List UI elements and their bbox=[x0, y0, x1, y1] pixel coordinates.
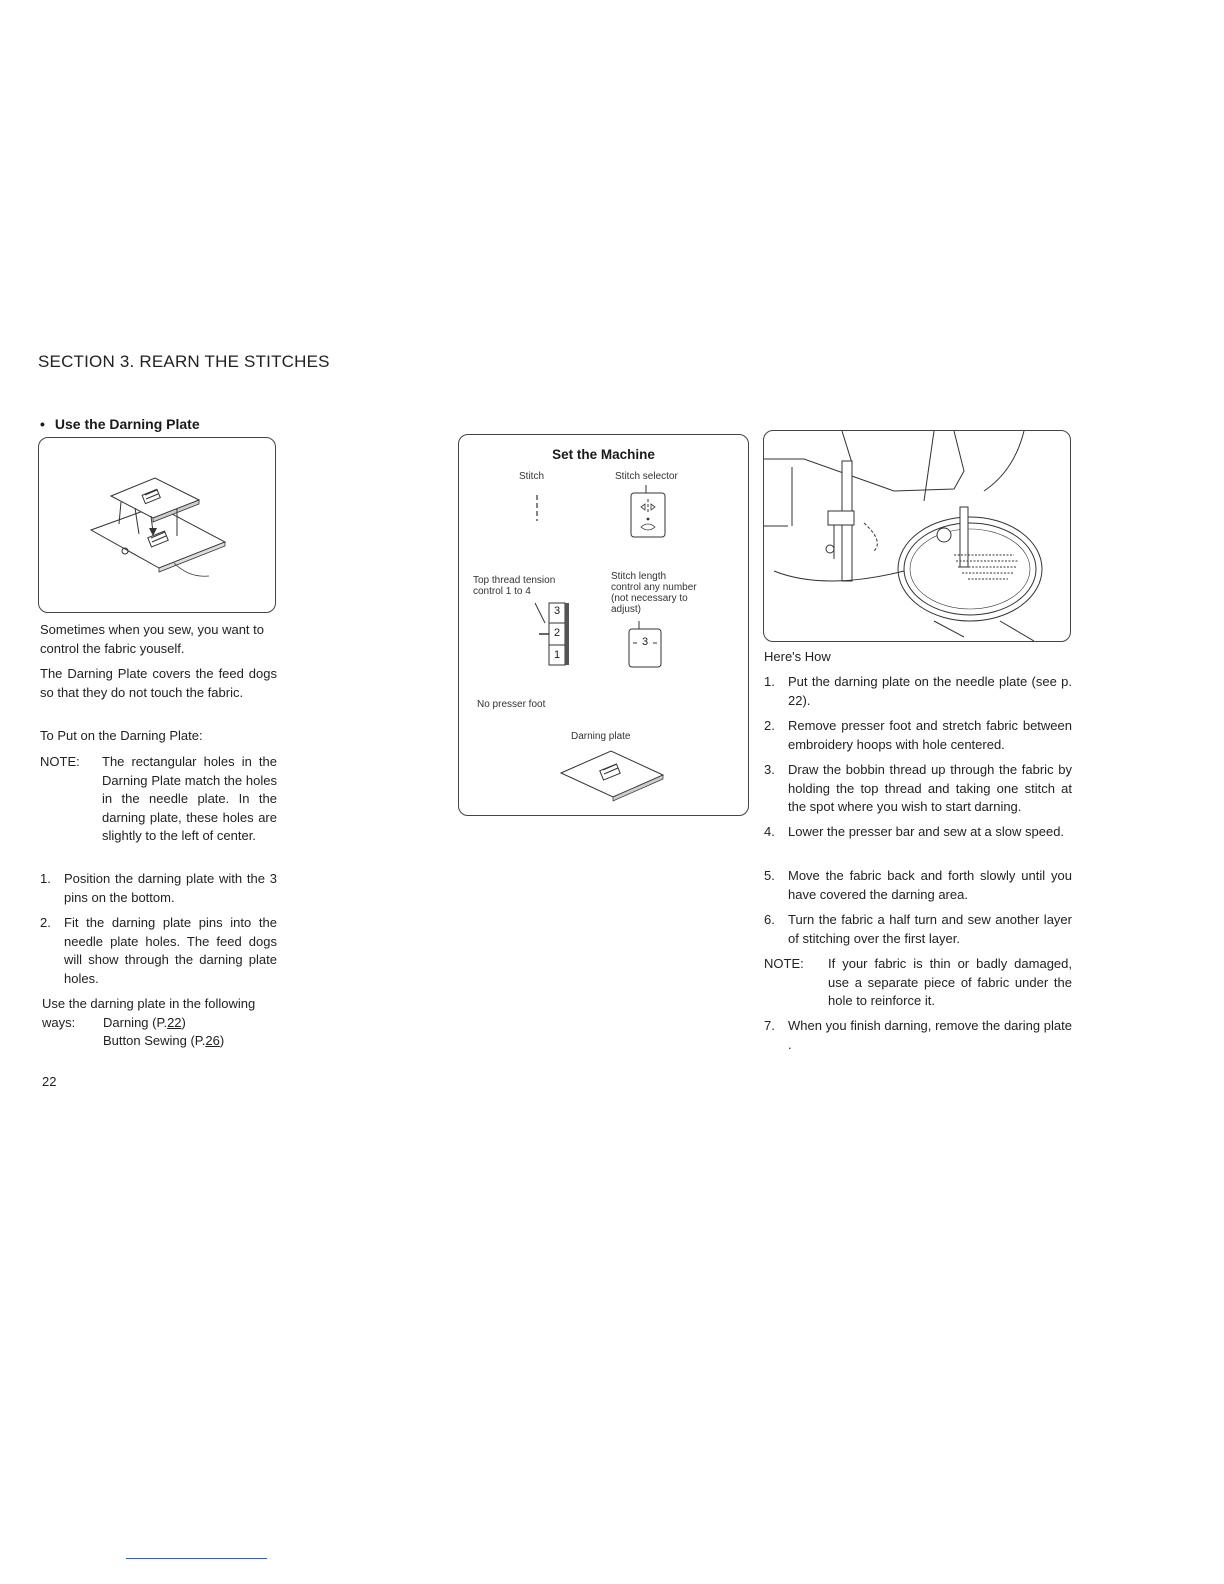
step-text: Draw the bobbin thread up through the fabric by holding the top thread and taking one stitch at the spot where you wish to start darning. bbox=[788, 762, 1072, 814]
step-text: Fit the darning plate pins into the needle plate holes. The feed dogs will show through the darning plate holes. bbox=[64, 915, 277, 986]
darning-plate-illustration bbox=[38, 437, 276, 613]
tension-digit-3: 3 bbox=[554, 605, 561, 617]
step-number: 4. bbox=[764, 824, 775, 839]
right-step-4 bbox=[764, 823, 1072, 863]
use-darning-ref bbox=[103, 1014, 186, 1033]
right-step-1 bbox=[764, 673, 1072, 713]
length-label-1: Stitch length bbox=[611, 571, 667, 582]
use-ways-label: ways: bbox=[42, 1015, 76, 1030]
straight-stitch-icon bbox=[519, 483, 549, 529]
bullet-icon: • bbox=[40, 416, 45, 432]
darning-plate-icon bbox=[555, 745, 675, 805]
use-darning-text: Darning (P. bbox=[103, 1015, 168, 1030]
right-step-7 bbox=[764, 1017, 1072, 1057]
length-label-3: (not necessary to bbox=[611, 593, 688, 604]
step-text: Turn the fabric a half turn and sew another layer of stitching over the first layer. bbox=[788, 912, 1072, 946]
right-step-6 bbox=[764, 911, 1072, 951]
step-number: 7. bbox=[764, 1018, 775, 1033]
note-text: The rectangular holes in the Darning Plate match the holes in the needle plate. In the darning plate, these holes are slightly to the left of center. bbox=[102, 754, 277, 843]
step-number: 1. bbox=[764, 674, 775, 689]
step-number: 5. bbox=[764, 868, 775, 883]
step-number: 6. bbox=[764, 912, 775, 927]
intro-paragraph-1: Sometimes when you sew, you want to control the fabric youself. bbox=[40, 622, 265, 656]
left-step-1 bbox=[40, 870, 277, 910]
right-step-3 bbox=[764, 761, 1072, 819]
set-machine-title: Set the Machine bbox=[552, 447, 655, 462]
use-darning-end: ) bbox=[181, 1015, 186, 1030]
tension-label-2: control 1 to 4 bbox=[473, 586, 531, 597]
length-label-4: adjust) bbox=[611, 604, 642, 615]
step-number: 2. bbox=[764, 718, 775, 733]
step-text: When you finish darning, remove the daring plate . bbox=[788, 1018, 1072, 1052]
darning-page-link[interactable]: 22 bbox=[167, 1015, 182, 1030]
sewing-machine-hoop-diagram bbox=[764, 431, 1070, 641]
intro-paragraph-2: The Darning Plate covers the feed dogs so that they do not touch the fabric. bbox=[40, 666, 277, 700]
set-machine-panel bbox=[458, 434, 749, 816]
stitch-length-value: 3 bbox=[642, 636, 649, 648]
stitch-selector-label: Stitch selector bbox=[615, 471, 678, 482]
step-number: 3. bbox=[764, 762, 775, 777]
no-presser-foot-label: No presser foot bbox=[477, 699, 546, 710]
step-text: Move the fabric back and forth slowly until you have covered the darning area. bbox=[788, 868, 1072, 902]
use-button-sewing-ref bbox=[103, 1032, 224, 1051]
step-text: Lower the presser bar and sew at a slow speed. bbox=[788, 824, 1065, 839]
to-put-heading: To Put on the Darning Plate: bbox=[40, 728, 203, 743]
subheading bbox=[40, 416, 200, 432]
step-number: 1. bbox=[40, 871, 51, 886]
darning-hoop-illustration bbox=[763, 430, 1071, 642]
darning-plate-diagram bbox=[39, 438, 275, 612]
heres-how-heading: Here's How bbox=[764, 649, 831, 664]
left-step-2 bbox=[40, 914, 277, 990]
use-button-end: ) bbox=[219, 1033, 225, 1048]
stitch-selector-icon bbox=[621, 483, 671, 541]
button-sewing-page-link[interactable]: 26 bbox=[205, 1033, 220, 1048]
tension-digit-1: 1 bbox=[554, 649, 561, 661]
step-text: Put the darning plate on the needle plate (see p. 22). bbox=[788, 674, 1072, 708]
subheading-text: Use the Darning Plate bbox=[54, 416, 200, 432]
right-step-2 bbox=[764, 717, 1072, 757]
tension-digit-2: 2 bbox=[554, 627, 561, 639]
tension-label-1: Top thread tension bbox=[473, 575, 556, 586]
use-button-text: Button Sewing (P. bbox=[103, 1033, 206, 1048]
right-step-5 bbox=[764, 867, 1072, 907]
note-label: NOTE: bbox=[40, 754, 80, 769]
step-number: 2. bbox=[40, 915, 51, 930]
step-text: Position the darning plate with the 3 pins on the bottom. bbox=[64, 871, 277, 905]
darning-plate-label: Darning plate bbox=[571, 731, 631, 742]
right-note-text: If your fabric is thin or badly damaged, use a separate piece of fabric under the hole to reinforce it. bbox=[828, 956, 1072, 1008]
section-title: SECTION 3. REARN THE STITCHES bbox=[38, 352, 330, 371]
step-text: Remove presser foot and stretch fabric between embroidery hoops with hole centered. bbox=[788, 718, 1072, 752]
stitch-label: Stitch bbox=[519, 471, 545, 482]
use-line: Use the darning plate in the following bbox=[42, 996, 256, 1011]
footer-rule bbox=[126, 1558, 267, 1559]
right-note-label: NOTE: bbox=[764, 956, 804, 971]
length-label-2: control any number bbox=[611, 582, 697, 593]
page-number: 22 bbox=[42, 1074, 57, 1089]
